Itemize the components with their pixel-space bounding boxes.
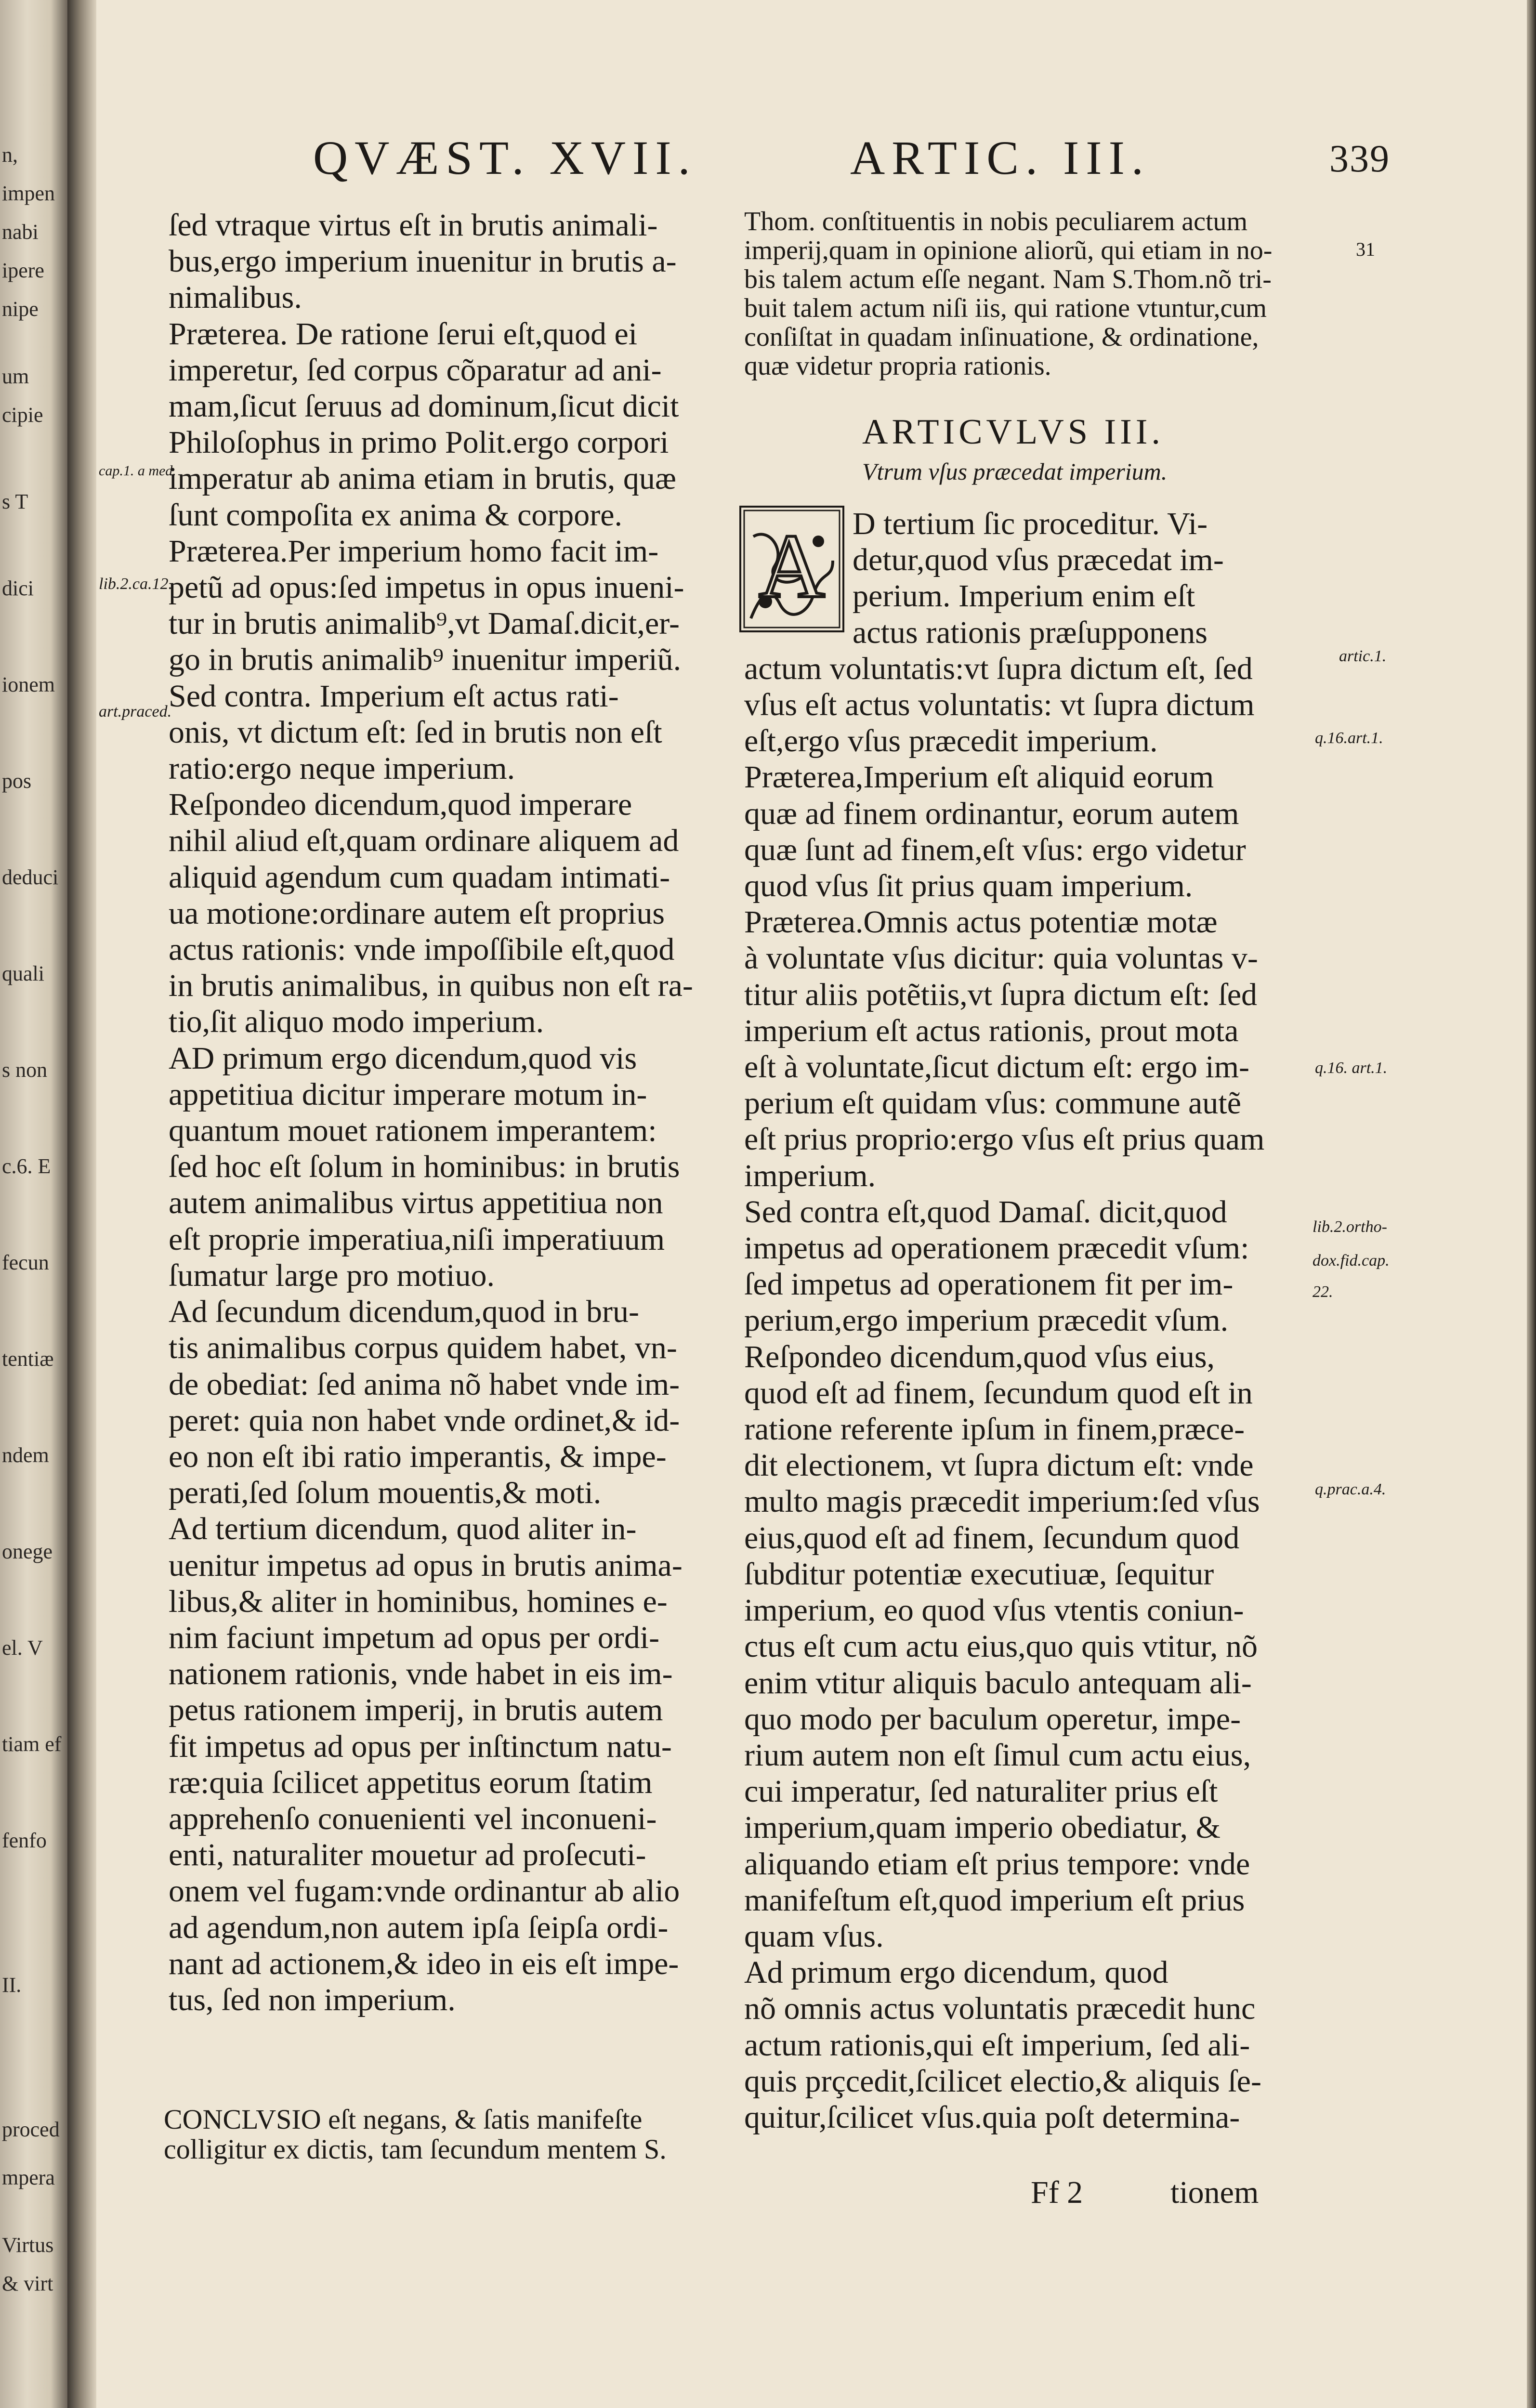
article-heading: ARTICVLVS III. [862, 412, 1164, 452]
text-line: Sed contra. Imperium eſt actus rati- [169, 678, 619, 714]
text-line: enti, naturaliter mouetur ad proſecuti- [169, 1837, 646, 1873]
text-line: bus,ergo imperium inuenitur in brutis a- [169, 244, 677, 279]
text-line: quod eſt ad finem, ſecundum quod eſt in [744, 1375, 1253, 1411]
text-line: de obediat: ſed anima nõ habet vnde im- [169, 1366, 680, 1402]
text-line: petus rationem imperij, in brutis autem [169, 1692, 663, 1728]
margin-note-right: 31 [1356, 238, 1375, 260]
text-line: impetus ad operationem præcedit vſum: [744, 1230, 1249, 1266]
text-line: rium autem non eſt ſimul cum actu eius, [744, 1737, 1251, 1773]
text-line: Reſpondeo dicendum,quod vſus eius, [744, 1339, 1215, 1374]
margin-note-right: q.16. art.1. [1315, 1059, 1388, 1077]
text-line: Ad ſecundum dicendum,quod in bru- [169, 1294, 639, 1330]
text-line: imperium eſt actus rationis, prout mota [744, 1013, 1239, 1048]
signature-mark: Ff 2 [1031, 2175, 1083, 2210]
text-line: ræ:quia ſcilicet appetitus eorum ſtatim [169, 1765, 653, 1800]
text-line: aliquid agendum cum quadam intimati- [169, 859, 670, 895]
text-line: ſunt compoſita ex anima & corpore. [169, 497, 623, 533]
text-line: perium. Imperium enim eſt [853, 578, 1195, 614]
margin-note-left: art.praced. [99, 703, 172, 720]
text-line: onis, vt dictum eſt: ſed in brutis non eſt [169, 714, 662, 750]
text-line: bis talem actum eſſe negant. Nam S.Thom.nõ tri- [744, 265, 1272, 294]
text-line: eſt proprie imperatiua,niſi imperatiuum [169, 1221, 665, 1257]
text-line: nant ad actionem,& ideo in eis eſt impe- [169, 1946, 679, 1981]
text-line: manifeſtum eſt,quod imperium eſt prius [744, 1882, 1245, 1918]
text-line: AD primum ergo dicendum,quod vis [169, 1040, 637, 1076]
conclusio-block [164, 2105, 722, 2164]
text-line: à voluntate vſus dicitur: quia voluntas v- [744, 941, 1258, 976]
text-line: imperium. [744, 1158, 876, 1193]
initial-letter: A [759, 516, 825, 617]
text-line: nim faciunt impetum ad opus per ordi- [169, 1620, 660, 1655]
text-line: actus rationis: vnde impoſſibile eſt,quod [169, 932, 675, 968]
article-question: Vtrum vſus præcedat imperium. [862, 458, 1168, 485]
text-line: perium eſt quidam vſus: commune autẽ [744, 1086, 1241, 1121]
text-line: enim vtitur aliquis baculo antequam ali- [744, 1665, 1252, 1701]
text-line: eſt prius proprio:ergo vſus eſt prius quam [744, 1122, 1265, 1157]
text-line: imperium, eo quod vſus vtentis coniun- [744, 1593, 1244, 1628]
text-line: buit talem actum niſi iis, qui ratione vtuntur,cum [744, 294, 1267, 323]
margin-note-right: dox.fid.cap. [1313, 1252, 1390, 1269]
text-line: ſed hoc eſt ſolum in hominibus: in brutis [169, 1149, 680, 1185]
text-line: Reſpondeo dicendum,quod imperare [169, 787, 632, 823]
text-line: Philoſophus in primo Polit.ergo corpori [169, 425, 669, 460]
text-line: quo modo per baculum operetur, impe- [744, 1701, 1241, 1737]
conclusio-line: CONCLVSIO eſt negans, & ſatis manifeſte [164, 2105, 643, 2134]
text-line: vſus eſt actus voluntatis: vt ſupra dictum [744, 687, 1255, 723]
text-line: perium,ergo imperium præcedit vſum. [744, 1303, 1229, 1338]
page-number: 339 [1329, 138, 1390, 180]
text-line: ſed vtraque virtus eſt in brutis animali- [169, 208, 658, 243]
text-line: quantum mouet rationem imperantem: [169, 1113, 657, 1149]
text-line: tur in brutis animalib⁹,vt Damaſ.dicit,er- [169, 606, 680, 641]
text-line: ſubditur potentiæ executiuæ, ſequitur [744, 1556, 1214, 1592]
book-gutter [67, 0, 96, 2408]
text-line: Ad primum ergo dicendum, quod [744, 1955, 1168, 1990]
text-line: ſumatur large pro motiuo. [169, 1257, 495, 1293]
margin-note-right: artic.1. [1339, 647, 1387, 665]
text-line: peret: quia non habet vnde ordinet,& id- [169, 1402, 680, 1438]
text-line: Præterea,Imperium eſt aliquid eorum [744, 759, 1214, 795]
text-line: perati,ſed ſolum mouentis,& moti. [169, 1475, 602, 1511]
text-line: quam vſus. [744, 1918, 884, 1954]
text-line: nihil aliud eſt,quam ordinare aliquem ad [169, 823, 679, 859]
text-line: detur,quod vſus præcedat im- [853, 542, 1224, 578]
page-edge [1527, 0, 1536, 2408]
margin-note-right: q.prac.a.4. [1315, 1480, 1386, 1498]
text-line: aliquando etiam eſt prius tempore: vnde [744, 1846, 1250, 1882]
text-line: titur aliis potẽtiis,vt ſupra dictum eſt: ſed [744, 977, 1257, 1012]
text-line: eſt à voluntate,ſicut dictum eſt: ergo im- [744, 1049, 1250, 1085]
running-header-article: ARTIC. III. [850, 131, 1150, 184]
text-line: tus, ſed non imperium. [169, 1982, 456, 2017]
commentary-block [744, 207, 1298, 380]
text-line: Sed contra eſt,quod Damaſ. dicit,quod [744, 1194, 1227, 1230]
margin-note-right: q.16.art.1. [1315, 729, 1383, 747]
text-line: go in brutis animalib⁹ inuenitur imperiũ. [169, 642, 682, 678]
text-line: nimalibus. [169, 280, 302, 315]
running-header-question: QVÆST. XVII. [313, 131, 697, 184]
text-line: appetitiua dicitur imperare motum in- [169, 1076, 647, 1112]
text-line: nationem rationis, vnde habet in eis im- [169, 1656, 673, 1692]
text-line: ſed impetus ad operationem fit per im- [744, 1267, 1234, 1302]
right-text-column [744, 506, 1298, 2135]
text-line: ua motione:ordinare autem eſt proprius [169, 895, 665, 931]
conclusio-line: colligitur ex dictis, tam ſecundum mentem S. [164, 2134, 667, 2164]
text-line: cui imperatur, ſed naturaliter prius eſt [744, 1774, 1218, 1809]
text-line: uenitur impetus ad opus in brutis anima- [169, 1547, 683, 1583]
margin-note-right: 22. [1313, 1283, 1333, 1301]
text-line: in brutis animalibus, in quibus non eſt ra- [169, 968, 693, 1004]
facing-page-sliver: n, impen nabi ipere nipe um cipie s T dici ionem pos deduci quali s non c.6. E fecun tentiæ ndem onege el. V tiam ef fenfo II. proced mpera Virtus & virt [0, 0, 67, 2408]
text-line: actum rationis,qui eſt imperium, ſed ali- [744, 2027, 1250, 2063]
left-text-column [169, 207, 725, 2018]
text-line: Præterea. De ratione ſerui eſt,quod ei [169, 316, 638, 352]
text-line: fit impetus ad opus per inſtinctum natu- [169, 1728, 672, 1764]
text-line: onem vel fugam:vnde ordinantur ab alio [169, 1873, 680, 1909]
text-line: eo non eſt ibi ratio imperantis, & impe- [169, 1439, 667, 1474]
text-line: nõ omnis actus voluntatis præcedit hunc [744, 1991, 1256, 2027]
text-line: ctus eſt cum actu eius,quo quis vtitur, nõ [744, 1629, 1258, 1664]
text-line: imperatur ab anima etiam in brutis, quæ [169, 461, 676, 497]
text-line: ad agendum,non autem ipſa ſeipſa ordi- [169, 1910, 669, 1945]
text-line: imperium,quam imperio obediatur, & [744, 1810, 1221, 1845]
text-line: quæ videtur propria rationis. [744, 352, 1051, 380]
text-line: quæ ad finem ordinantur, eorum autem [744, 796, 1239, 831]
text-line: D tertium ſic proceditur. Vi- [853, 506, 1208, 541]
text-line: apprehenſo conuenienti vel inconueni- [169, 1801, 657, 1836]
margin-note-right: lib.2.ortho- [1313, 1218, 1387, 1236]
text-line: eius,quod eſt ad finem, ſecundum quod [744, 1520, 1240, 1556]
text-line: multo magis præcedit imperium:ſed vſus [744, 1484, 1260, 1519]
text-line: quitur,ſcilicet vſus.quia poſt determina- [744, 2099, 1240, 2135]
text-line: quod vſus ſit prius quam imperium. [744, 868, 1193, 904]
text-line: libus,& aliter in hominibus, homines e- [169, 1584, 668, 1619]
text-line: mam,ſicut ſeruus ad dominum,ſicut dicit [169, 389, 679, 424]
text-line: actum voluntatis:vt ſupra dictum eſt, ſed [744, 651, 1253, 686]
text-line: imperetur, ſed corpus cõparatur ad ani- [169, 352, 662, 388]
text-line: tio,ſit aliquo modo imperium. [169, 1004, 544, 1040]
text-line: Præterea.Per imperium homo facit im- [169, 533, 659, 569]
text-line: petũ ad opus:ſed impetus in opus inueni- [169, 570, 684, 605]
margin-note-left: cap.1. a med. [99, 463, 176, 479]
text-line: Thom. conſtituentis in nobis peculiarem actum [744, 207, 1248, 236]
text-line: dit electionem, vt ſupra dictum eſt: vnde [744, 1448, 1254, 1483]
text-line: autem animalibus virtus appetitiua non [169, 1185, 663, 1221]
text-line: conſiſtat in quadam inſinuatione, & ordinatione, [744, 323, 1259, 352]
text-line: imperij,quam in opinione aliorũ, qui etiam in no- [744, 236, 1273, 265]
margin-note-left: lib.2.ca.12. [99, 575, 172, 593]
text-line: actus rationis præſupponens [853, 615, 1208, 650]
text-line: ratione referente ipſum in finem,præce- [744, 1412, 1245, 1447]
text-line: Ad tertium dicendum, quod aliter in- [169, 1511, 637, 1547]
text-line: tis animalibus corpus quidem habet, vn- [169, 1330, 677, 1366]
text-line: Præterea.Omnis actus potentiæ motæ [744, 904, 1218, 940]
text-line: eſt,ergo vſus præcedit imperium. [744, 723, 1158, 759]
text-line: quæ ſunt ad finem,eſt vſus: ergo videtur [744, 832, 1246, 867]
text-line: ratio:ergo neque imperium. [169, 751, 515, 786]
catchword: tionem [1170, 2175, 1259, 2210]
text-line: quis prçcedit,ſcilicet electio,& aliquis ſe- [744, 2063, 1261, 2099]
